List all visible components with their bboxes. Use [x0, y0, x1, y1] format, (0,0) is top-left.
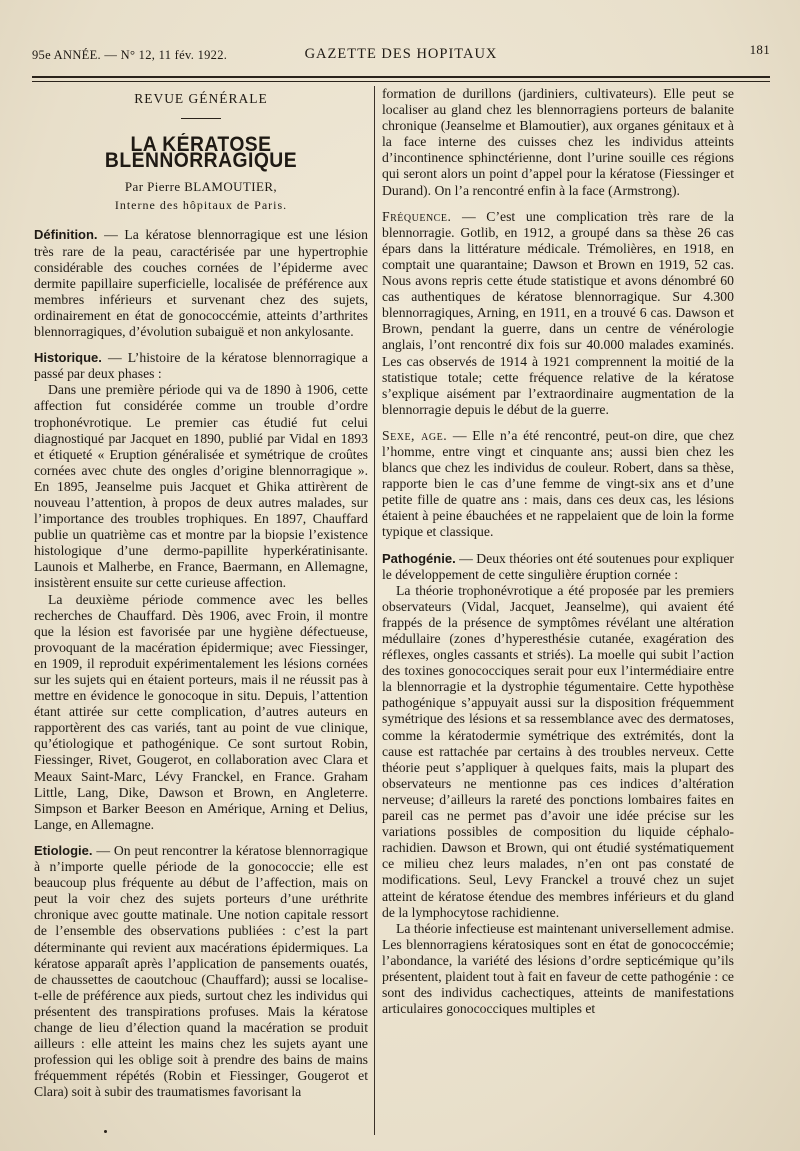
journal-title: GAZETTE DES HOPITAUX: [304, 46, 498, 62]
heading-frequence: Fréquence.: [382, 208, 452, 224]
header-rule-thin: [32, 81, 770, 82]
author-line: Par Pierre BLAMOUTIER,: [124, 179, 278, 195]
paragraph-historique-1: Dans une première période qui va de 1890 à 1906, cette affection fut considérée comme un trouble d’ordre trophonévrotique. Le premier cas étudié fut celui diagnostiqué par Jacquet en 1890, publié par Vidal en 1893 et étiqueté « Eruption généralisée et symétrique de croûtes cornées avec chute des ongles d’origine blennorragique ». En 1895, Jeanselme puis Jacquet et Ghika attirèrent de nouveau l’attention, à propos de deux autres malades, sur l’importance des troubles trophiques. En 1897, Chauffard publie un quatrième cas et montre par la biopsie l’existence histologique d’une dermo-papillite hyperkératinisante. Launois et Malherbe, en France, Baermann, en Allemagne, insistèrent ensuite sur cette curieuse affection.: [34, 382, 368, 591]
paragraph-frequence: Fréquence. — C’est une complication très rare de la blennorragie. Gotlib, en 1912, a groupé dans sa thèse 26 cas épars dans la littérature médicale. Trémolières, en 1918, en comptait une quarantaine; Dawson et Brown en 1919, 52 cas. Nous avons repris cette étude statistique et avons dénombré 60 cas authentiques de kératose blennorragique. Sur 4.300 blennorragiques, Arning, en 1911, en a trouvé 6 cas. Dawson et Brown, pendant la guerre, dans un centre de vénérologie anglais, l’ont rencontré dix fois sur 40.000 malades examinés. Les cas observés de 1914 à 1921 comprennent la moitié de la statistique totale; cette fréquence relative de la kératose s’explique aisément par l’extraordinaire augmentation de la blennorragie depuis le début de la guerre.: [382, 208, 734, 417]
issue-line: 95e ANNÉE. — N° 12, 11 fév. 1922.: [32, 48, 228, 62]
paragraph-etiologie: Etiologie. — On peut rencontrer la kératose blennorragique à n’importe quelle période de la gonococcie; elle est beaucoup plus fréquente au début de l’affection, mais on peut la voir chez des sujets porteurs d’une uréthrite chronique avec goutte matinale. Une notion capitale ressort de l’ensemble des observations publiées : c’est la part déterminante qui revient aux macérations épidermiques. La kératose apparaît après l’application de pansements ouatés, de chaussettes de caoutchouc (Chauffard); aussi se localise-t-elle de préférence aux pieds, surtout chez les individus qui présentent des transpirations profuses. Mais la kératose change de lieu d’élection quand la macération se produit ailleurs : elle atteint les mains chez les sujets ayant une profession qui les oblige soit à prendre des bains de mains fréquemment répétés (Robin et Fiessinger, Gougerot et Clara) soit à subir des traumatismes favorisant la: [34, 842, 368, 1100]
paragraph-theorie-infectieuse: La théorie infectieuse est maintenant universellement admise. Les blennorragiens kératosiques sont en état de gonococcémie; l’abondance, la variété des lésions d’ordre septicémique qu’ils présentent, plaident tout à fait en faveur de cette pathogénie : ce sont des individus cachectiques, atteints de manifestations articulaires gonococciques multiples et: [382, 920, 734, 1017]
article-title: LA KÉRATOSE BLENNORRAGIQUE: [104, 133, 298, 173]
header-rule: [32, 76, 770, 78]
paragraph-definition: Définition. — La kératose blennorragique est une lésion très rare de la peau, caractérisée par une hypertrophie considérable des couches cornées de l’épiderme avec dermite papillaire superficielle, localisée de préférence aux membres inférieurs et survenant chez des sujets, ordinairement en état de gonococcémie, atteints d’arthrites blennorragiques, d’évolution subaiguë et non ankylosante.: [34, 227, 368, 340]
running-header: [32, 42, 770, 68]
right-column: [382, 86, 734, 1141]
heading-pathogenie: Pathogénie.: [382, 550, 456, 566]
paragraph-etiologie-cont: formation de durillons (jardiniers, cultivateurs). Elle peut se localiser au gland chez les blennorragiens porteurs de balanite chronique (Jeanselme et Blamoutier), aux organes génitaux et à la face interne des cuisses chez les individus atteints d’incontinence sphinctérienne, dont l’urine souille ces régions qui seront alors un point d’appel pour la kératose (Fiessinger et Durand). On l’a rencontré enfin à la face (Armstrong).: [382, 86, 734, 198]
paragraph-historique: Historique. — L’histoire de la kératose blennorragique a passé par deux phases :: [34, 350, 368, 382]
left-column: [34, 86, 368, 1141]
paragraph-historique-2: La deuxième période commence avec les belles recherches de Chauffard. Dès 1906, avec Froin, il montre que la lésion est favorisée par une hygiène défectueuse, provoquant de la macération épidermique; avec Fiessinger, en 1909, il reproduit expérimentalement les lésions cornées sur les sujets qui en étaient porteurs, mais il ne réussit pas à mettre en évidence le gonocoque in situ. Depuis, l’attention étant attirée sur cette complication, d’autres auteurs en rapportèrent des cas variés, tant au point de vue clinique, qu’étiologique et pathogénique. Ce sont surtout Robin, Fiessinger, Rivet, Gougerot, en collaboration avec Clara et Meaux Saint-Marc, Lévy Franckel, en France. Graham Little, Lang, Dike, Dawson et Brown, en Angleterre. Simpson et Barker Beeson en Amérique, Arning et Delius, Lange, en Allemagne.: [34, 591, 368, 832]
paragraph-pathogenie: Pathogénie. — Deux théories ont été soutenues pour expliquer le développement de cette singulière éruption cornée :: [382, 550, 734, 582]
print-mark: [104, 1130, 107, 1133]
section-label: REVUE GÉNÉRALE: [134, 91, 268, 106]
heading-etiologie: Etiologie.: [34, 842, 93, 858]
author-role: Interne des hôpitaux de Paris.: [114, 198, 288, 213]
heading-historique: Historique.: [34, 350, 102, 366]
heading-sexe-age: Sexe, age.: [382, 427, 448, 443]
page-number: 181: [749, 42, 770, 57]
column-divider: [374, 86, 375, 1135]
heading-definition: Définition.: [34, 227, 98, 243]
section-divider: [181, 118, 221, 119]
paragraph-sexe-age: Sexe, age. — Elle n’a été rencontré, peut-on dire, que chez l’homme, entre vingt et cinquante ans; aussi bien chez les blancs que chez les individus de couleur. Robert, dans sa thèse, rapporte bien le cas d’une femme de vingt-six ans et d’une petite fille de quatre ans : mais, dans ces deux cas, les lésions étaient à peine ébauchées et ne rappelaient que de loin la forme typique et classique.: [382, 427, 734, 540]
paragraph-theorie-trophonevrotique: La théorie trophonévrotique a été proposée par les premiers observateurs (Vidal, Jacquet, Jeanselme), qui avaient été frappés de la présence de symptômes révélant une altération médullaire (zones d’hyperesthésie cutanée, exagération des réflexes, ongles cassants et striés). La moelle qui subit l’action des toxines gonococciques serait pour eux l’intermédiaire entre la blennorragie et la dystrophie tégumentaire. Cette hypothèse pathogénique s’appuyait aussi sur la disposition fréquemment symétrique des lésions et sa ressemblance avec des dermatoses, comme la kératodermie symétrique des extrémités, dont la cause est rattachée par certains à des troubles nerveux. Cette théorie peut s’appliquer à quelques faits, mais la plupart des observateurs ne mentionne pas ces indices d’altération nerveuse; d’ailleurs la rareté des ponctions lombaires faites en pareil cas ne permet pas d’avoir une idée précise sur les variations possibles de composition du liquide céphalo-rachidien. Dawson et Brown, qui ont étudié systématiquement ce milieu chez leurs malades, n’en ont pas constaté de modifications. Seul, Levy Franckel a trouvé chez un sujet atteint de kératose étendue des membres inférieurs et du gland de la lymphocytose rachidienne.: [382, 582, 734, 920]
